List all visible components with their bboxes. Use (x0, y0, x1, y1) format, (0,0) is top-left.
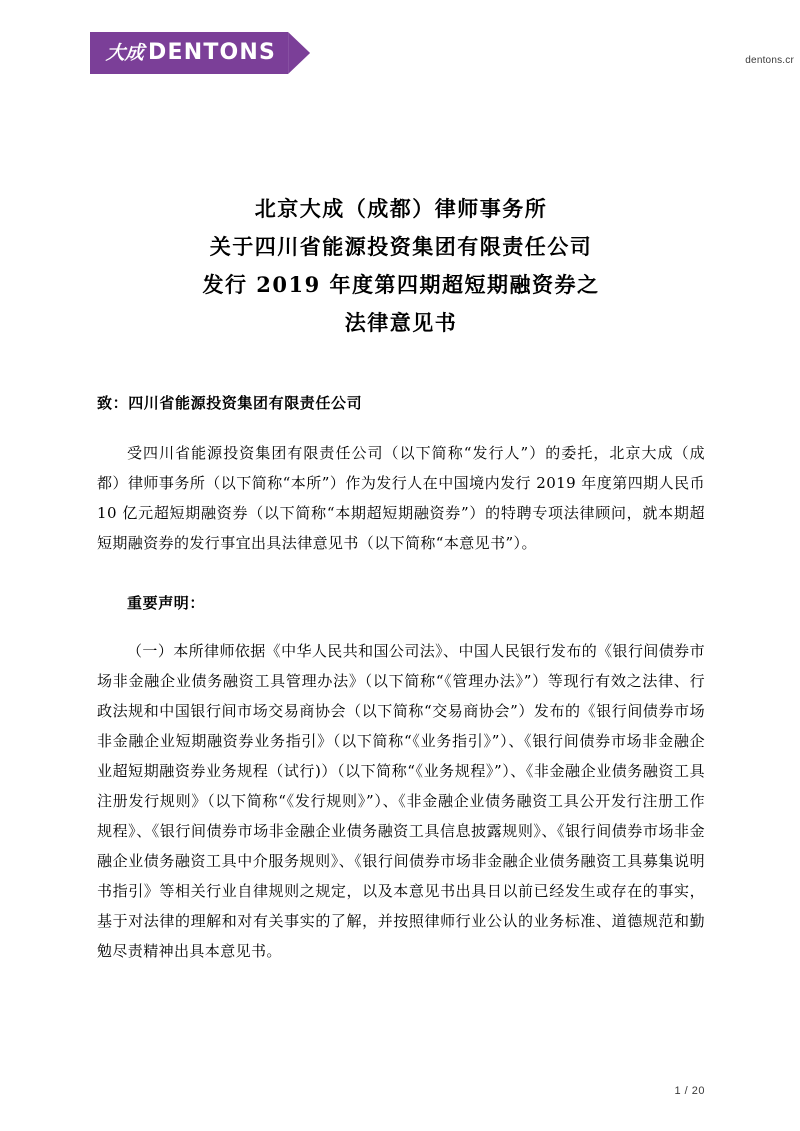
clause-one-paragraph: （一）本所律师依据《中华人民共和国公司法》、中国人民银行发布的《银行间债券市场非金融企业债务融资工具管理办法》（以下简称“《管理办法》”）等现行有效之法律、行政法规和中国银行间市场交易商协会（以下简称“交易商协会”）发布的《银行间债券市场非金融企业短期融资券业务指引》（以下简称“《业务指引》”）、《银行间债券市场非金融企业超短期融资券业务规程（试行)）（以下简称“《业务规程》”）、《非金融企业债务融资工具注册发行规则》（以下简称“《发行规则》”）、《非金融企业债务融资工具公开发行注册工作规程》、《银行间债券市场非金融企业债务融资工具信息披露规则》、《银行间债券市场非金融企业债务融资工具中介服务规则》、《银行间债券市场非金融企业债务融资工具募集说明书指引》等相关行业自律规则之规定，以及本意见书出具日以前已经发生或存在的事实，基于对法律的理解和对有关事实的了解，并按照律师行业公认的业务标准、道德规范和勤勉尽责精神出具本意见书。 (97, 642, 705, 960)
addressee-line: 致：四川省能源投资集团有限责任公司 (97, 394, 363, 412)
title-line-1: 北京大成（成都）律师事务所 (254, 196, 548, 221)
title-line-3: 发行 2019 年度第四期超短期融资券之 (202, 272, 600, 297)
logo-chinese-text: 大成 (105, 41, 145, 64)
document-title (97, 190, 705, 342)
header-website-url: dentons.cr (745, 55, 794, 66)
logo-english-text: DENTONS (148, 40, 277, 65)
document-body (97, 388, 705, 966)
title-line-4: 法律意见书 (344, 310, 458, 335)
logo-banner (90, 32, 288, 74)
page-header (0, 0, 800, 100)
intro-paragraph: 受四川省能源投资集团有限责任公司（以下简称“发行人”）的委托，北京大成（成都）律师事务所（以下简称“本所”）作为发行人在中国境内发行 2019 年度第四期人民币 10 亿元超短期融资券（以下简称“本期超短期融资券”）的特聘专项法律顾问，就本期超短期融资券的发行事宜出具法律意见书（以下简称“本意见书”）。 (97, 444, 705, 552)
logo-arrow-icon (288, 32, 310, 74)
title-line-2: 关于四川省能源投资集团有限责任公司 (209, 234, 593, 259)
page-number: 1 / 20 (674, 1085, 705, 1097)
dentons-logo (90, 32, 310, 74)
important-statement-heading: 重要声明： (127, 594, 206, 612)
